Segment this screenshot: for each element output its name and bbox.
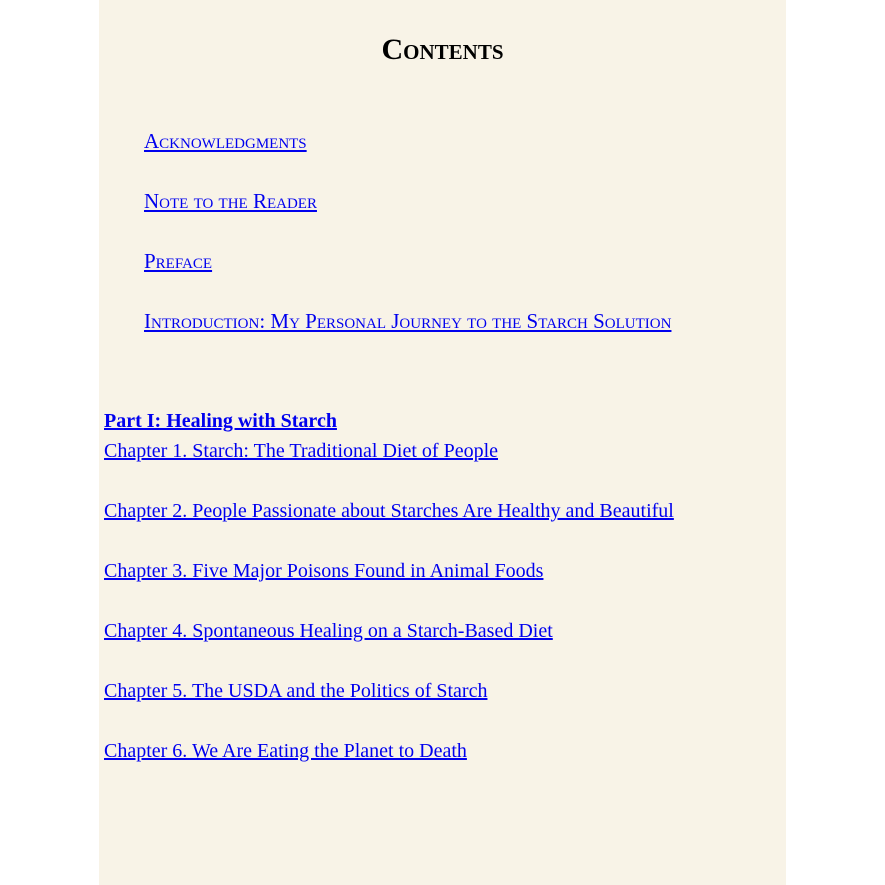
- toc-link-acknowledgments[interactable]: Acknowledgments: [144, 129, 307, 153]
- contents-title: Contents: [381, 33, 504, 66]
- toc-link-chapter-3[interactable]: Chapter 3. Five Major Poisons Found in Animal Foods: [104, 560, 544, 582]
- toc-link-chapter-4[interactable]: Chapter 4. Spontaneous Healing on a Starch-Based Diet: [104, 620, 553, 642]
- book-page: [99, 0, 786, 885]
- toc-link-introduction[interactable]: Introduction: My Personal Journey to the Starch Solution: [144, 309, 672, 333]
- toc-link-chapter-5[interactable]: Chapter 5. The USDA and the Politics of Starch: [104, 680, 488, 702]
- toc-link-preface[interactable]: Preface: [144, 249, 213, 273]
- toc-link-chapter-6[interactable]: Chapter 6. We Are Eating the Planet to Death: [104, 740, 467, 762]
- toc-link-note-to-reader[interactable]: Note to the Reader: [144, 189, 317, 213]
- toc-link-part-1[interactable]: Part I: Healing with Starch: [104, 410, 337, 432]
- toc-link-chapter-1[interactable]: Chapter 1. Starch: The Traditional Diet of People: [104, 440, 499, 462]
- toc-link-chapter-2[interactable]: Chapter 2. People Passionate about Starches Are Healthy and Beautiful: [104, 500, 674, 522]
